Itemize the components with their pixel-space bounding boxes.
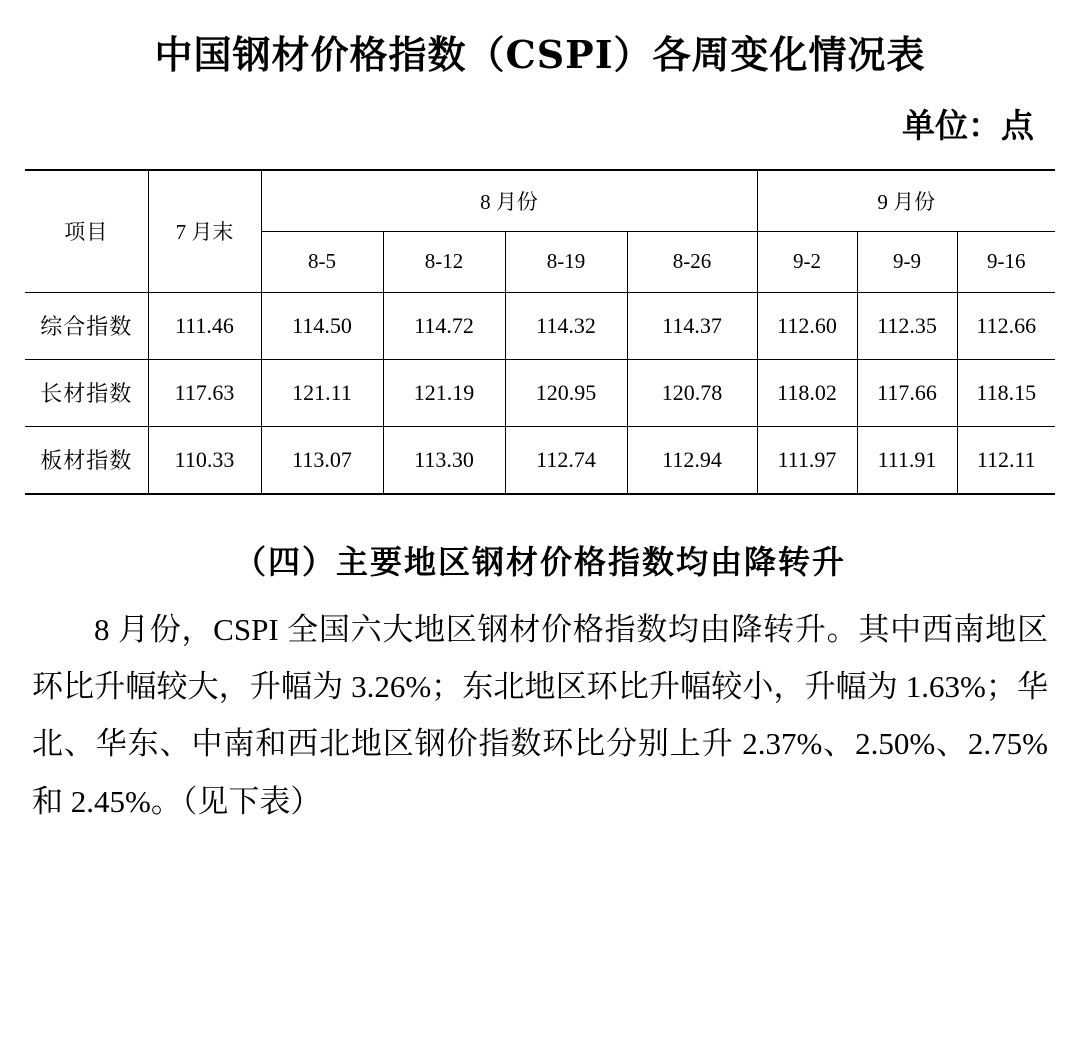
- table-header-group-september: 9 月份: [757, 170, 1055, 232]
- table-row: [25, 426, 1055, 494]
- body-paragraph: [22, 601, 1058, 830]
- cell-composite-8-19: 114.32: [505, 292, 627, 359]
- table-header-week-8-12: 8-12: [383, 231, 505, 292]
- cell-flat-9-16: 112.11: [957, 426, 1055, 494]
- table-header-group-row: [25, 170, 1055, 232]
- table-header-item: 项目: [25, 170, 148, 293]
- cell-long-9-16: 118.15: [957, 359, 1055, 426]
- document-page: [0, 32, 1080, 1048]
- unit-note: 单位：点: [902, 105, 1034, 145]
- row-label-long-products: 长材指数: [25, 359, 148, 426]
- table-header-week-8-5: 8-5: [261, 231, 383, 292]
- cell-composite-9-2: 112.60: [757, 292, 857, 359]
- table-row: [25, 292, 1055, 359]
- cell-long-july: 117.63: [148, 359, 261, 426]
- cell-composite-9-9: 112.35: [857, 292, 957, 359]
- cell-long-8-26: 120.78: [627, 359, 757, 426]
- cell-composite-july: 111.46: [148, 292, 261, 359]
- cell-composite-8-5: 114.50: [261, 292, 383, 359]
- cell-composite-8-26: 114.37: [627, 292, 757, 359]
- table-header-week-9-2: 9-2: [757, 231, 857, 292]
- cell-composite-9-16: 112.66: [957, 292, 1055, 359]
- cell-flat-8-19: 112.74: [505, 426, 627, 494]
- page-title: 中国钢材价格指数（CSPI）各周变化情况表: [154, 32, 926, 77]
- table-header-july: 7 月末: [148, 170, 261, 293]
- table-header-week-9-16: 9-16: [957, 231, 1055, 292]
- cell-flat-8-12: 113.30: [383, 426, 505, 494]
- cell-flat-8-26: 112.94: [627, 426, 757, 494]
- cell-flat-8-5: 113.07: [261, 426, 383, 494]
- cell-long-8-19: 120.95: [505, 359, 627, 426]
- row-label-flat-products: 板材指数: [25, 426, 148, 494]
- row-label-composite: 综合指数: [25, 292, 148, 359]
- table-header-week-9-9: 9-9: [857, 231, 957, 292]
- paragraph-text: 8 月份，CSPI 全国六大地区钢材价格指数均由降转升。其中西南地区环比升幅较大，升幅为 3.26%；东北地区环比升幅较小，升幅为 1.63%；华北、华东、中南和西北地区钢价指数环比分别上升 2.37%、2.50%、2.75%和 2.45%。（见下表）: [32, 611, 1048, 819]
- cell-long-9-2: 118.02: [757, 359, 857, 426]
- table-header-week-8-19: 8-19: [505, 231, 627, 292]
- cell-composite-8-12: 114.72: [383, 292, 505, 359]
- table-row: [25, 359, 1055, 426]
- cell-long-8-5: 121.11: [261, 359, 383, 426]
- cell-flat-july: 110.33: [148, 426, 261, 494]
- table-header-group-august: 8 月份: [261, 170, 757, 232]
- cell-long-9-9: 117.66: [857, 359, 957, 426]
- csp-index-table: [25, 169, 1055, 495]
- section-heading: （四）主要地区钢材价格指数均由降转升: [233, 542, 846, 581]
- cell-flat-9-2: 111.97: [757, 426, 857, 494]
- table-header-week-8-26: 8-26: [627, 231, 757, 292]
- cell-flat-9-9: 111.91: [857, 426, 957, 494]
- cell-long-8-12: 121.19: [383, 359, 505, 426]
